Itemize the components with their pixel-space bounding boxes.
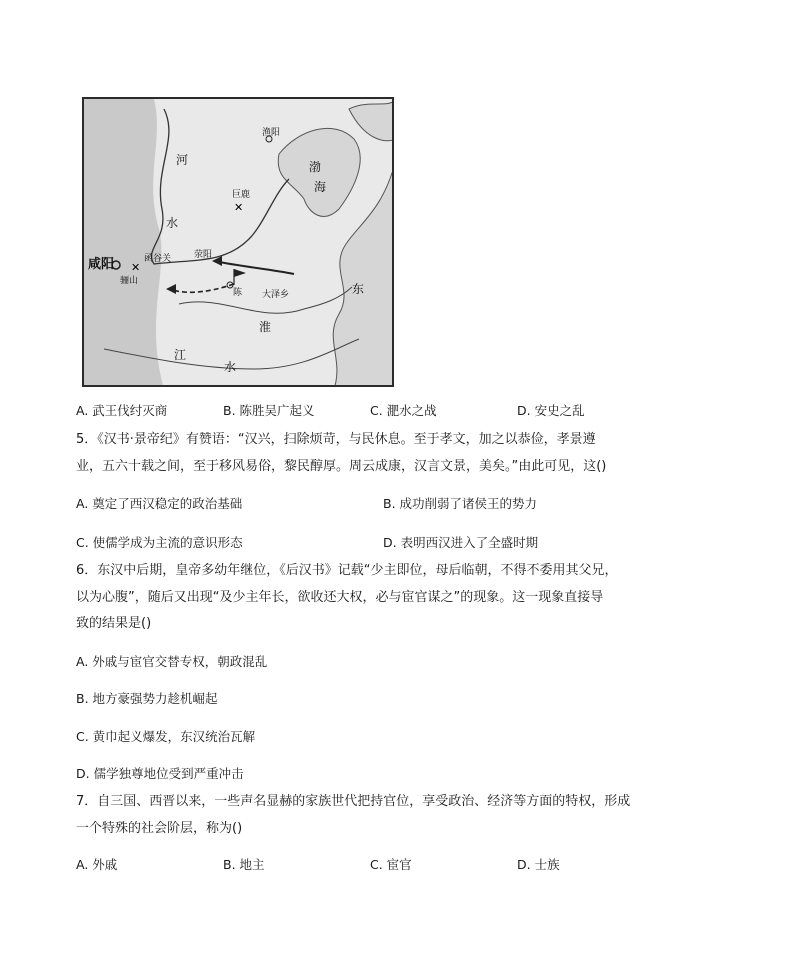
- q6-option-d: D. 儒学独尊地位受到严重冲击: [76, 766, 244, 781]
- q7-option-c: C. 宦官: [370, 857, 412, 872]
- q6-stem-line-2: 以为心腹”，随后又出现“及少主年长，欲收还大权，必与宦官谋之”的现象。这一现象直接导: [76, 590, 604, 605]
- q4-option-a: A. 武王伐纣灭商: [76, 403, 168, 418]
- q6-option-c: C. 黄巾起义爆发，东汉统治瓦解: [76, 729, 256, 744]
- q4-option-d: D. 安史之乱: [517, 403, 585, 418]
- march-route-southwest: [169, 284, 234, 292]
- historical-map: [82, 97, 394, 387]
- uprising-flag: [234, 269, 246, 277]
- q7-option-b: B. 地主: [223, 857, 265, 872]
- q5-option-b: B. 成功削弱了诸侯王的势力: [383, 496, 538, 511]
- place-label-lishan: 骊山: [120, 276, 139, 286]
- map-graphic: [84, 99, 394, 387]
- place-label-dazexiang: 大泽乡: [262, 290, 290, 300]
- place-label-chen: 陈: [233, 288, 243, 298]
- q4-option-c: C. 淝水之战: [370, 403, 437, 418]
- place-label-yuyang: 渔阳: [262, 128, 281, 138]
- q5-option-d: D. 表明西汉进入了全盛时期: [383, 535, 539, 550]
- q6-option-b: B. 地方豪强势力趁机崛起: [76, 691, 218, 706]
- battle-marker-hangu: ✕: [131, 261, 141, 274]
- q6-stem-line-3: 致的结果是(): [76, 616, 152, 631]
- q5-stem-line-2: 业，五六十载之间，至于移风易俗，黎民醇厚。周云成康，汉言文景，美矣。”由此可见，这(): [76, 459, 607, 474]
- battle-marker-julu: ✕: [234, 201, 244, 214]
- q7-stem-line-2: 一个特殊的社会阶层，称为(): [76, 821, 243, 836]
- place-label-hangu: 函谷关: [144, 254, 172, 264]
- river-label-shui: 水: [166, 216, 179, 230]
- q5-stem-line-1: 5．《汉书·景帝纪》有赞语：“汉兴，扫除烦苛，与民休息。至于孝文，加之以恭俭，孝景遵: [76, 432, 596, 447]
- korean-coast: [349, 99, 394, 141]
- sea-label-hai: 海: [314, 180, 327, 194]
- river-label-he: 河: [176, 153, 189, 167]
- place-label-xingyang: 荥阳: [194, 250, 213, 260]
- q6-option-a: A. 外戚与宦官交替专权，朝政混乱: [76, 654, 268, 669]
- place-label-julu: 巨鹿: [232, 190, 251, 200]
- q6-stem-line-1: 6．东汉中后期，皇帝多幼年继位，《后汉书》记载“少主即位，母后临朝，不得不委用其父兄，: [76, 563, 618, 578]
- q4-option-b: B. 陈胜吴广起义: [223, 403, 315, 418]
- q5-option-a: A. 奠定了西汉稳定的政治基础: [76, 496, 243, 511]
- q7-option-a: A. 外戚: [76, 857, 118, 872]
- sea-label-bo: 渤: [309, 160, 322, 174]
- place-label-xianyang: 咸阳: [88, 257, 115, 272]
- q5-option-c: C. 使儒学成为主流的意识形态: [76, 535, 243, 550]
- sea-label-dong: 东: [352, 282, 365, 296]
- river-label-huai: 淮: [259, 320, 272, 334]
- march-route-west: [214, 261, 294, 274]
- river-label-jiang: 江: [174, 348, 187, 362]
- q7-stem-line-1: 7．自三国、西晋以来，一些声名显赫的家族世代把持官位，享受政治、经济等方面的特权，形成: [76, 794, 631, 809]
- march-arrowhead-southwest: [166, 284, 176, 294]
- western-highland-shading: [84, 99, 164, 387]
- q7-option-d: D. 士族: [517, 857, 560, 872]
- river-label-jiang-shui: 水: [224, 360, 237, 374]
